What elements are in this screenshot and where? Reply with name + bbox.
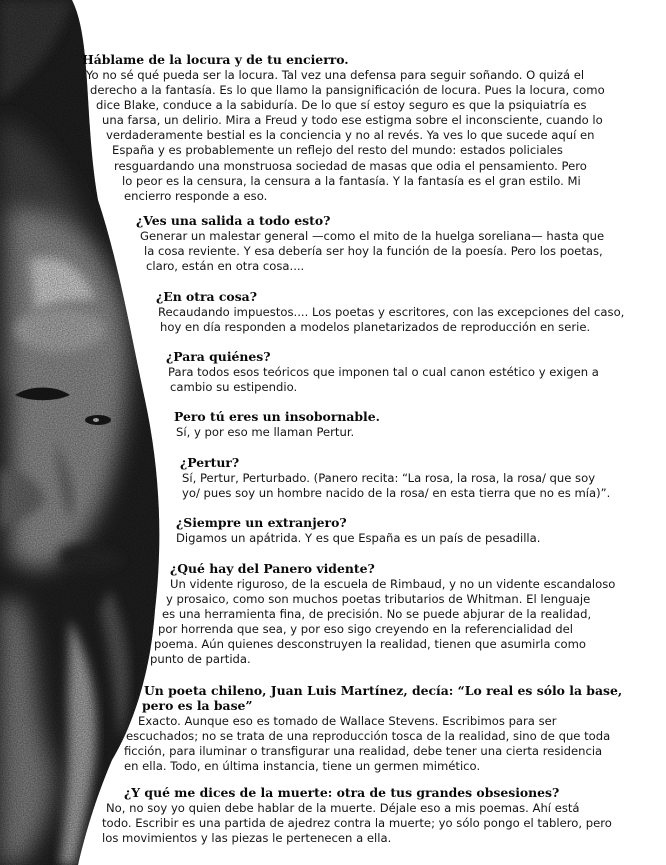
answer-line: poema. Aún quienes desconstruyen la realidad, tienen que asumirla como	[154, 637, 586, 652]
question-heading	[156, 289, 644, 304]
question-line: ¿Ves una salida a todo esto?	[136, 213, 331, 228]
qa-block-para-quienes	[166, 349, 644, 395]
answer-line: y prosaico, como son muchos poetas tributarios de Whitman. El lenguaje	[166, 592, 591, 607]
answer-line: Para todos esos teóricos que imponen tal o cual canon estético y exigen a	[168, 365, 599, 379]
answer-text	[124, 714, 644, 774]
question-line: pero es la base”	[142, 698, 253, 713]
answer-line: claro, están en otra cosa....	[146, 259, 305, 274]
answer-line: todo. Escribir es una partida de ajedrez contra la muerte; yo sólo pongo el tablero, pero	[102, 816, 612, 831]
question-heading	[124, 785, 644, 800]
question-heading	[170, 561, 644, 576]
question-line: ¿Qué hay del Panero vidente?	[170, 561, 375, 576]
answer-line: yo/ pues soy un hombre nacido de la rosa/ en esta tierra que no es mía)”.	[182, 486, 611, 501]
question-heading	[176, 515, 644, 530]
answer-line: en ella. Todo, en última instancia, tiene un germen mimético.	[124, 759, 481, 774]
qa-block-muerte	[102, 785, 644, 846]
answer-line: Sí, y por eso me llaman Pertur.	[176, 425, 355, 439]
answer-line: la cosa reviente. Y esa debería ser hoy la función de la poesía. Pero los poetas,	[144, 244, 603, 259]
answer-line: es una herramienta fina, de precisión. No se puede abjurar de la realidad,	[162, 607, 592, 622]
answer-line: Digamos un apátrida. Y es que España es un país de pesadilla.	[176, 531, 541, 545]
answer-text	[136, 229, 644, 274]
answer-line: Recaudando impuestos.... Los poetas y escritores, con las excepciones del caso,	[158, 305, 625, 319]
answer-line: Generar un malestar general —como el mito de la huelga soreliana— hasta que	[140, 229, 605, 243]
qa-block-insobornable	[174, 409, 644, 440]
question-line: ¿Siempre un extranjero?	[176, 515, 347, 530]
answer-line: hoy en día responden a modelos planetarizados de reproducción en serie.	[160, 320, 591, 335]
qa-block-martinez	[124, 683, 644, 774]
answer-line: España y es probablemente un reflejo del resto del mundo: estados policiales	[112, 143, 563, 158]
qa-block-extranjero	[176, 515, 644, 546]
question-heading	[136, 213, 644, 228]
answer-line: encierro responde a eso.	[124, 188, 268, 203]
question-heading	[174, 409, 644, 424]
answer-line: derecho a la fantasía. Es lo que llamo la pansignificación de locura. Pues la locura, como	[90, 83, 605, 98]
answer-line: No, no soy yo quien debe hablar de la muerte. Déjale eso a mis poemas. Ahí está	[106, 801, 580, 815]
answer-text	[166, 365, 644, 395]
question-heading	[166, 349, 644, 364]
answer-line: Sí, Pertur, Perturbado. (Panero recita: “La rosa, la rosa, la rosa/ que soy	[182, 471, 596, 485]
answer-text	[180, 471, 644, 501]
question-line: ¿Para quiénes?	[166, 349, 271, 364]
answer-line: lo peor es la censura, la censura a la fantasía. Y la fantasía es el gran estilo. Mi	[122, 173, 581, 188]
answer-text	[150, 577, 644, 668]
answer-line: Un vidente riguroso, de la escuela de Rimbaud, y no un vidente escandaloso	[170, 577, 616, 591]
answer-line: verdaderamente bestial es la conciencia y no al revés. Ya ves lo que sucede aquí en	[106, 128, 595, 143]
answer-line: los movimientos y las piezas le pertenecen a ella.	[102, 831, 392, 846]
question-heading	[144, 683, 644, 713]
answer-line: resguardando una monstruosa sociedad de masas que odia el pensamiento. Pero	[114, 158, 587, 173]
qa-block-otra-cosa	[156, 289, 644, 335]
question-line: ¿Pertur?	[180, 455, 240, 470]
answer-line: escuchados; no se trata de una reproducción tosca de la realidad, sino de que toda	[126, 729, 611, 744]
question-line: Pero tú eres un insobornable.	[174, 409, 380, 424]
answer-text	[82, 68, 644, 204]
answer-line: cambio su estipendio.	[170, 380, 298, 395]
question-heading	[180, 455, 644, 470]
answer-text	[156, 305, 644, 335]
answer-line: Yo no sé qué pueda ser la locura. Tal vez una defensa para seguir soñando. O quizá el	[86, 68, 585, 82]
answer-line: por horrenda que sea, y por eso sigo creyendo en la referencialidad del	[158, 622, 573, 637]
answer-line: punto de partida.	[150, 652, 251, 667]
answer-text	[174, 425, 644, 440]
question-heading	[82, 52, 644, 67]
question-line: ¿En otra cosa?	[156, 289, 257, 304]
qa-block-locura	[82, 52, 644, 204]
question-line: ¿Y qué me dices de la muerte: otra de tus grandes obsesiones?	[124, 785, 560, 800]
answer-line: Exacto. Aunque eso es tomado de Wallace Stevens. Escribimos para ser	[138, 714, 557, 728]
answer-text	[102, 801, 644, 846]
qa-block-pertur	[180, 455, 644, 501]
answer-line: ficción, para iluminar o transfigurar una realidad, debe tener una cierta residencia	[124, 744, 603, 759]
answer-line: una farsa, un delirio. Mira a Freud y todo ese estigma sobre el inconsciente, cuando lo	[102, 113, 603, 128]
qa-block-salida	[136, 213, 644, 274]
question-line: Háblame de la locura y de tu encierro.	[82, 52, 349, 67]
answer-text	[176, 531, 644, 546]
qa-block-vidente	[150, 561, 644, 668]
answer-line: dice Blake, conduce a la sabiduría. De lo que sí estoy seguro es que la psiquiatría es	[96, 98, 587, 113]
question-line: Un poeta chileno, Juan Luis Martínez, decía: “Lo real es sólo la base,	[144, 683, 623, 698]
